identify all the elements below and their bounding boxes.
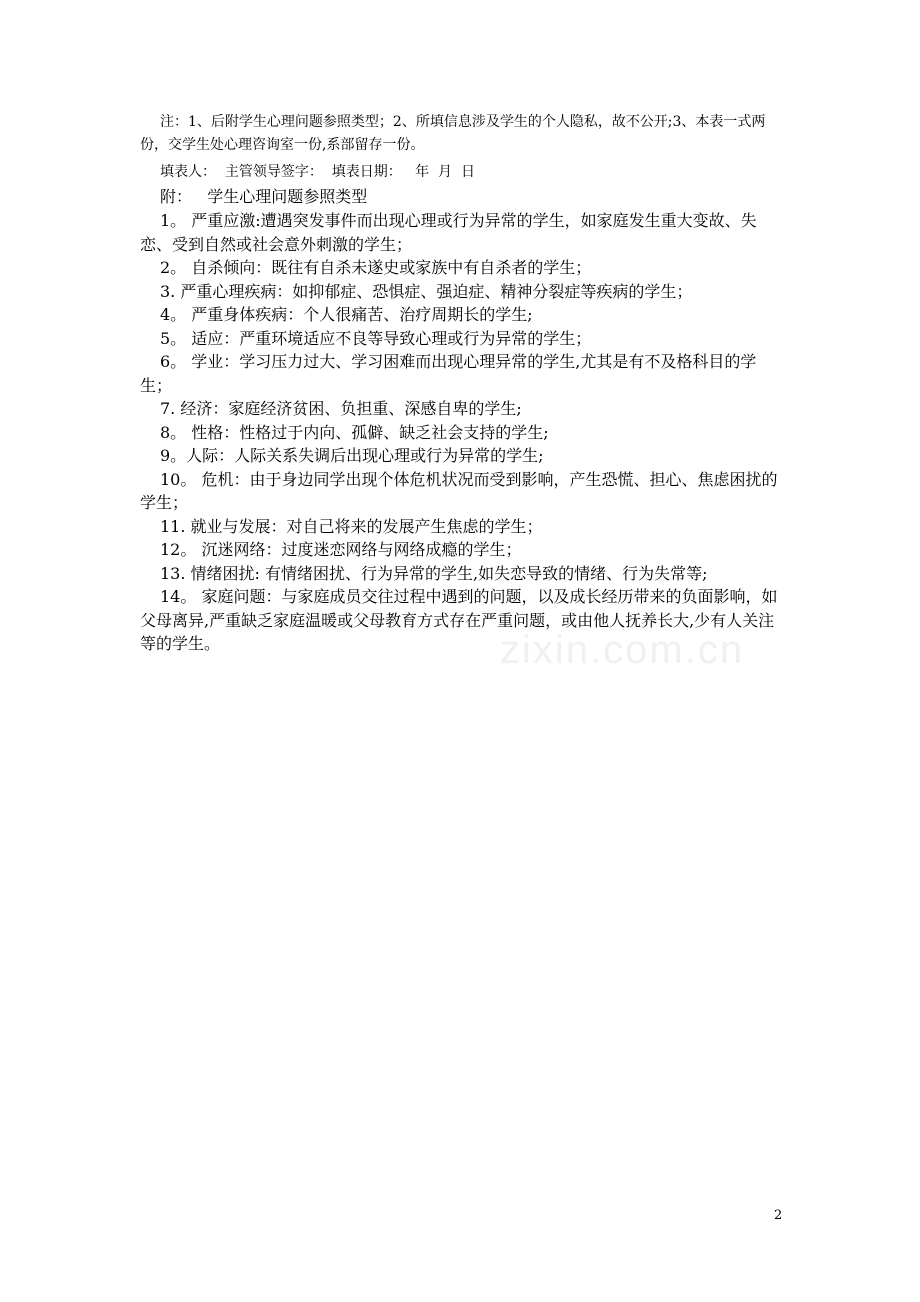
list-item: 10。 危机：由于身边同学出现个体危机状况而受到影响，产生恐慌、担心、焦虑困扰的学生； — [140, 469, 778, 512]
list-item: 4。 严重身体疾病：个人很痛苦、治疗周期长的学生; — [160, 305, 533, 324]
watermark: zixin.com.cn — [500, 628, 745, 672]
list-item: 12。 沉迷网络：过度迷恋网络与网络成瘾的学生； — [160, 540, 522, 559]
note-paragraph — [140, 111, 790, 157]
list-item: 3. 严重心理疾病：如抑郁症、恐惧症、强迫症、精神分裂症等疾病的学生； — [160, 281, 693, 301]
note-text: 注：1、后附学生心理问题参照类型；2、所填信息涉及学生的个人隐私，故不公开;3、本表一式两份，交学生处心理咨询室一份,系部留存一份。 — [140, 114, 766, 153]
list-item: 6。 学业：学习压力过大、学习困难而出现心理异常的学生,尤其是有不及格科目的学生； — [140, 352, 757, 395]
list-item: 11. 就业与发展：对自己将来的发展产生焦虑的学生； — [160, 516, 543, 536]
list-item: 14。 家庭问题：与家庭成员交往过程中遇到的问题，以及成长经历带来的负面影响，如父母离异,严重缺乏家庭温暖或父母教育方式存在严重问题，或由他人抚养长大,少有人关注等的学生。 — [140, 587, 778, 653]
list-item: 13. 情绪困扰: 有情绪困扰、行为异常的学生,如失恋导致的情绪、行为失常等; — [160, 563, 708, 583]
page-number: 2 — [774, 1208, 783, 1223]
problem-type-list — [140, 209, 782, 656]
list-item: 5。 适应：严重环境适应不良等导致心理或行为异常的学生； — [160, 328, 592, 348]
list-item: 7. 经济：家庭经济贫困、负担重、深感自卑的学生; — [160, 399, 522, 418]
list-item: 9。人际：人际关系失调后出现心理或行为异常的学生; — [160, 446, 544, 465]
filler-signature-line: 填表人： 主管领导签字： 填表日期： 年 月 日 — [160, 164, 475, 180]
list-item: 1。 严重应激:遭遇突发事件而出现心理或行为异常的学生，如家庭发生重大变故、失恋、受到自然或社会意外刺激的学生； — [140, 211, 757, 254]
appendix-title: 附： 学生心理问题参照类型 — [160, 187, 368, 206]
list-item: 2。 自杀倾向：既往有自杀未遂史或家族中有自杀者的学生； — [160, 258, 592, 277]
list-item: 8。 性格：性格过于内向、孤僻、缺乏社会支持的学生; — [160, 422, 549, 442]
